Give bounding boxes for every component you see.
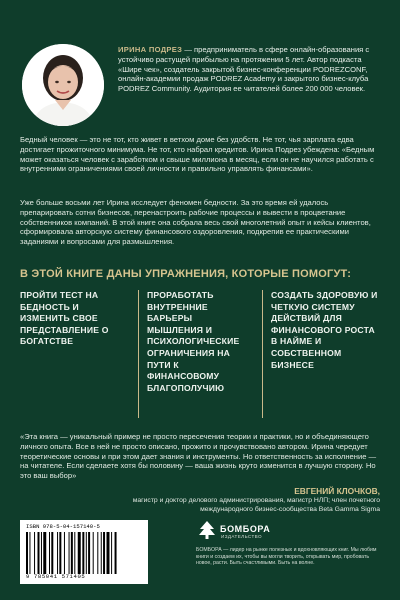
publisher-description: БОМБОРА — лидер на рынке полезных и вдохновляющих книг. Мы любим книги и создаем их, чтобы вы могли творить, открывать мир, пробовать новое, расти. Быть счастливыми. Быть на волне. [196, 547, 377, 567]
barcode-bars-icon [26, 532, 142, 574]
testimonial-author-title: магистр и доктор делового администрирования, магистр НЛП; член почетного международного бизнес-сообщества Beta Gamma Sigma [132, 497, 380, 513]
author-portrait-icon [22, 44, 104, 126]
isbn-label: ISBN 978-5-04-157140-5 [26, 523, 100, 530]
author-bio-text: — предприниматель в сфере онлайн-образования с устойчиво растущей прибылью на протяжении 5 лет. Автор подкаста «Шире чек», создатель закрытой бизнес-конференции PODREZCONF, онлайн-академии продаж PODREZ Academy и закрытого бизнес-клуба PODREZ Community. Аудитория ее читателей более 200 000 человек. [118, 45, 370, 94]
author-photo [22, 44, 104, 126]
description-paragraph: Уже больше восьми лет Ирина исследует феномен бедности. За это время ей удалось препарировать сотни бизнесов, перенастроить рабочие процессы и вывести в процветание собственников компаний. В этой книге она собрала весь свой многолетний опыт и кейсы клиентов, сформировала авторскую систему финансового оздоровления, подкрепив ее практическими заданиями и вопросами для размышления. [20, 198, 371, 247]
publisher-name: БОМБОРА [220, 524, 271, 534]
benefit-item-2: ПРОРАБОТАТЬ ВНУТРЕННИЕ БАРЬЕРЫ МЫШЛЕНИЯ И ПСИХОЛОГИЧЕСКИЕ ОГРАНИЧЕНИЯ НА ПУТИ К ФИНАНСОВОМУ БЛАГОПОЛУЧИЮ [138, 290, 250, 418]
bombora-tree-icon [196, 519, 218, 541]
benefits-heading: В ЭТОЙ КНИГЕ ДАНЫ УПРАЖНЕНИЯ, КОТОРЫЕ ПОМОГУТ: [20, 268, 352, 280]
barcode-number: 9 785041 571405 [26, 573, 86, 580]
author-name: ИРИНА ПОДРЕЗ [118, 45, 183, 54]
publisher-subtitle: ИЗДАТЕЛЬСТВО [221, 534, 262, 539]
barcode [20, 520, 148, 584]
benefit-item-1: ПРОЙТИ ТЕСТ НА БЕДНОСТЬ И ИЗМЕНИТЬ СВОЕ ПРЕДСТАВЛЕНИЕ О БОГАТСТВЕ [20, 290, 109, 347]
intro-paragraph: Бедный человек — это не тот, кто живет в ветхом доме без удобств. Не тот, чья зарплата едва достигает прожиточного минимума. Не тот, кто набрал кредитов. Ирина Подрез убеждена: «Бедным может оказаться человек с заработком и свыше миллиона в месяц, если он не научился работать с внутренними ограничениями своей личности и правильно управлять финансами». [20, 135, 375, 174]
testimonial-quote: «Эта книга — уникальный пример не просто пересечения теории и практики, но и объединяющего личного опыта. Все в ней не просто описано, прожито и прочувствовано автором. Ирина чередует теоретические основы и при этом дает знания и инструменты. Но ответственность за исполнение — на читателе. Если сделаете хотя бы половину — ваша жизнь круто изменится в лучшую сторону. Но это ваш выбор» [20, 432, 377, 481]
author-bio [118, 45, 380, 94]
testimonial-author: ЕВГЕНИЙ КЛОЧКОВ, [294, 486, 380, 496]
benefit-item-3: СОЗДАТЬ ЗДОРОВУЮ И ЧЕТКУЮ СИСТЕМУ ДЕЙСТВИЙ ДЛЯ ФИНАНСОВОГО РОСТА В НАЙМЕ И СОБСТВЕННОМ БИЗНЕСЕ [262, 290, 380, 418]
